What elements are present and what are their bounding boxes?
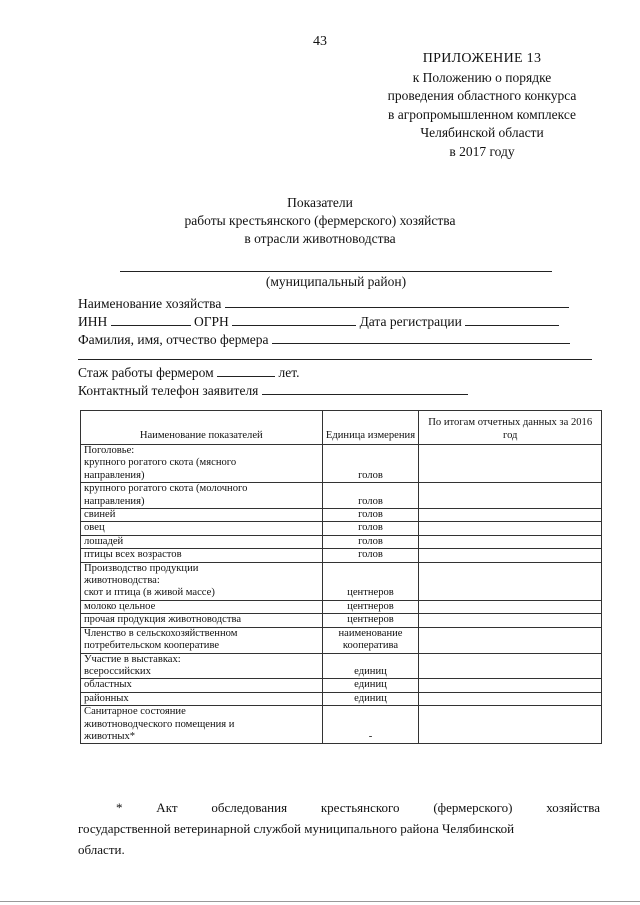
- page-number: 43: [313, 34, 327, 49]
- indicator-name-cell: [81, 692, 323, 705]
- title-line: Показатели: [287, 195, 353, 210]
- unit-cell: голов: [322, 535, 419, 548]
- title-line: работы крестьянского (фермерского) хозяйства: [184, 213, 456, 228]
- footnote-line: области.: [78, 842, 125, 857]
- indicator-name-cell: [81, 627, 323, 653]
- table-row: [81, 706, 602, 744]
- experience-unit: лет.: [278, 365, 300, 380]
- indicator-name-cell: [81, 509, 323, 522]
- indicator-name: молоко цельное: [84, 600, 156, 612]
- indicator-name-cell: [81, 562, 323, 600]
- table-row: [81, 535, 602, 548]
- indicator-name: Поголовье:: [84, 445, 135, 456]
- unit-cell: голов: [322, 445, 419, 483]
- table-row: [81, 549, 602, 562]
- unit-cell: единиц: [322, 679, 419, 692]
- indicator-name: Участие в выставках:: [84, 653, 181, 665]
- table-row: [81, 653, 602, 679]
- result-value-cell[interactable]: [419, 600, 602, 613]
- farmer-name-label: Фамилия, имя, отчество фермера: [78, 332, 269, 347]
- indicator-name: крупного рогатого скота (мясного: [84, 457, 237, 469]
- unit-cell: центнеров: [322, 562, 419, 600]
- phone-row: [78, 382, 468, 399]
- indicator-name-cell: [81, 653, 323, 679]
- indicator-name-cell: [81, 614, 323, 627]
- table-row: [81, 614, 602, 627]
- title-line: в отрасли животноводства: [244, 231, 396, 246]
- indicator-name-cell: [81, 483, 323, 509]
- unit-cell: центнеров: [322, 614, 419, 627]
- inn-field[interactable]: [111, 313, 191, 326]
- result-value-cell[interactable]: [419, 445, 602, 483]
- unit-cell: единиц: [322, 653, 419, 679]
- indicator-name-cell: [81, 522, 323, 535]
- experience-row: [78, 364, 299, 381]
- indicator-name: птицы всех возрастов: [84, 549, 182, 561]
- table-row: [81, 522, 602, 535]
- appendix-line: в агропромышленном комплексе: [387, 106, 577, 122]
- table-row: [81, 600, 602, 613]
- result-value-cell[interactable]: [419, 522, 602, 535]
- table-row: [81, 509, 602, 522]
- phone-field[interactable]: [262, 382, 468, 395]
- indicator-name: направления): [84, 469, 145, 481]
- table-row: [81, 562, 602, 600]
- table-row: [81, 679, 602, 692]
- indicator-name-cell: [81, 549, 323, 562]
- unit-cell: наименование кооператива: [322, 627, 419, 653]
- experience-label: Стаж работы фермером: [78, 365, 214, 380]
- farm-name-field[interactable]: [225, 295, 569, 308]
- indicator-name: Санитарное состояние: [84, 706, 186, 718]
- result-value-cell[interactable]: [419, 627, 602, 653]
- experience-field[interactable]: [217, 364, 275, 377]
- indicator-name: свиней: [84, 509, 116, 521]
- farmer-name-field[interactable]: [272, 331, 570, 344]
- registration-row: [78, 313, 559, 330]
- result-value-cell[interactable]: [419, 706, 602, 744]
- unit-cell: единиц: [322, 692, 419, 705]
- indicator-name: областных: [84, 679, 132, 691]
- footnote-line: * Акт обследования крестьянского (фермерского) хозяйства: [116, 800, 600, 815]
- indicator-name: прочая продукция животноводства: [84, 614, 242, 626]
- appendix-line: к Положению о порядке: [412, 69, 552, 85]
- registration-date-field[interactable]: [465, 313, 559, 326]
- result-value-cell[interactable]: [419, 679, 602, 692]
- indicator-name: Производство продукции: [84, 562, 199, 574]
- indicator-name: овец: [84, 522, 105, 534]
- district-caption: (муниципальный район): [265, 274, 407, 289]
- indicator-name-cell: [81, 679, 323, 692]
- indicator-name-cell: [81, 535, 323, 548]
- indicator-name-cell: [81, 600, 323, 613]
- unit-cell: голов: [322, 549, 419, 562]
- footnote-line: государственной ветеринарной службой муниципального района Челябинской: [78, 821, 515, 836]
- indicator-name: всероссийских: [84, 665, 151, 677]
- indicator-name-cell: [81, 706, 323, 744]
- unit-cell: -: [322, 706, 419, 744]
- indicator-name-cell: [81, 445, 323, 483]
- farmer-name-row: [78, 331, 570, 348]
- appendix-heading: ПРИЛОЖЕНИЕ 13: [422, 51, 542, 66]
- appendix-line: Челябинской области: [420, 125, 544, 141]
- indicator-name: потребительском кооперативе: [84, 640, 220, 652]
- table-row: [81, 445, 602, 483]
- indicator-name: лошадей: [84, 535, 124, 547]
- unit-cell: голов: [322, 522, 419, 535]
- result-value-cell[interactable]: [419, 509, 602, 522]
- registration-date-label: Дата регистрации: [359, 314, 462, 329]
- header-indicator-name: Наименование показателей: [81, 411, 323, 445]
- indicator-name: крупного рогатого скота (молочного: [84, 483, 248, 495]
- indicator-name: животных*: [84, 730, 136, 742]
- appendix-block: [352, 50, 612, 162]
- result-value-cell[interactable]: [419, 692, 602, 705]
- unit-cell: центнеров: [322, 600, 419, 613]
- result-value-cell[interactable]: [419, 562, 602, 600]
- footnote: [78, 797, 600, 860]
- indicator-name: направления): [84, 495, 145, 507]
- result-value-cell[interactable]: [419, 614, 602, 627]
- table-row: [81, 627, 602, 653]
- indicator-name: Членство в сельскохозяйственном: [84, 627, 238, 639]
- table-row: [81, 692, 602, 705]
- farm-name-row: [78, 295, 569, 312]
- appendix-line: проведения областного конкурса: [387, 88, 577, 104]
- inn-label: ИНН: [78, 314, 108, 329]
- result-value-cell[interactable]: [419, 535, 602, 548]
- header-unit: Единица измерения: [322, 411, 419, 445]
- indicator-name: животноводческого помещения и: [84, 718, 235, 730]
- unit-cell: голов: [322, 483, 419, 509]
- ogrn-field[interactable]: [232, 313, 356, 326]
- unit-cell: голов: [322, 509, 419, 522]
- result-value-cell[interactable]: [419, 653, 602, 679]
- phone-label: Контактный телефон заявителя: [78, 383, 259, 398]
- appendix-line: в 2017 году: [449, 143, 515, 159]
- farmer-name-field-continued[interactable]: [78, 358, 592, 360]
- indicators-table: [80, 410, 602, 744]
- ogrn-label: ОГРН: [194, 314, 229, 329]
- table-row: [81, 483, 602, 509]
- indicator-name: районных: [84, 692, 129, 704]
- document-title: [150, 194, 490, 248]
- farm-name-label: Наименование хозяйства: [78, 296, 222, 311]
- result-value-cell[interactable]: [419, 483, 602, 509]
- result-value-cell[interactable]: [419, 549, 602, 562]
- indicator-name: животноводства:: [84, 575, 160, 587]
- page-bottom-rule: [0, 901, 640, 902]
- header-result: По итогам отчетных данных за 2016 год: [419, 411, 602, 445]
- indicator-name: скот и птица (в живой массе): [84, 587, 215, 599]
- district-blank-line[interactable]: [120, 270, 552, 272]
